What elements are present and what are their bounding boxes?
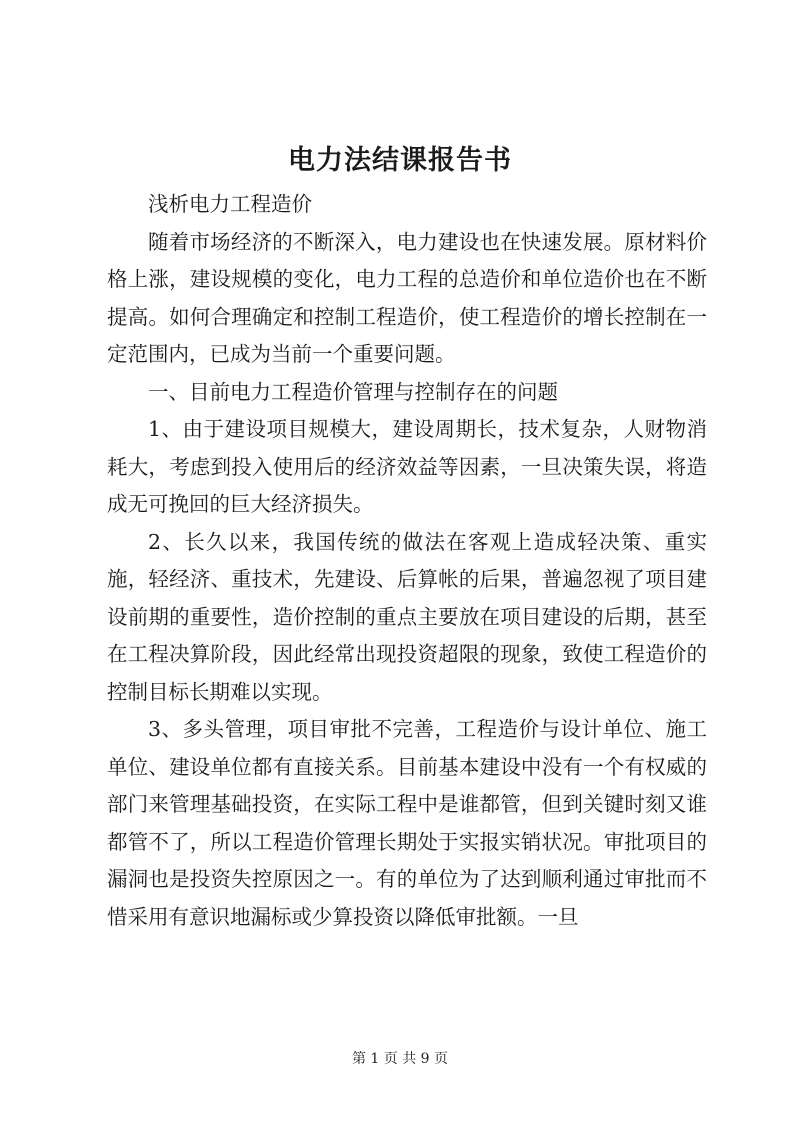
page-footer: 第 1 页 共 9 页 bbox=[351, 1051, 449, 1067]
paragraph-subtitle: 浅析电力工程造价 bbox=[148, 192, 312, 216]
paragraph-intro: 随着市场经济的不断深入，电力建设也在快速发展。原材料价格上涨，建设规模的变化，电力工程的总造价和单位造价也在不断提高。如何合理确定和控制工程造价，使工程造价的增长控制在一定范围内，已成为当前一个重要问题。 bbox=[107, 229, 707, 366]
document-title: 电力法结课报告书 bbox=[288, 145, 512, 176]
paragraph-section-heading: 一、目前电力工程造价管理与控制存在的问题 bbox=[148, 379, 558, 404]
document-body bbox=[107, 186, 707, 936]
paragraph-item-2: 2、长久以来，我国传统的做法在客观上造成轻决策、重实施，轻经济、重技术，先建设、后算帐的后果，普遍忽视了项目建设前期的重要性，造价控制的重点主要放在项目建设的后期，甚至在工程决算阶段，因此经常出现投资超限的现象，致使工程造价的控制目标长期难以实现。 bbox=[107, 529, 707, 704]
paragraph-item-1: 1、由于建设项目规模大，建设周期长，技术复杂，人财物消耗大，考虑到投入使用后的经济效益等因素，一旦决策失误，将造成无可挽回的巨大经济损失。 bbox=[107, 417, 707, 516]
paragraph-item-3: 3、多头管理，项目审批不完善，工程造价与设计单位、施工单位、建设单位都有直接关系。目前基本建设中没有一个有权威的部门来管理基础投资，在实际工程中是谁都管，但到关键时刻又谁都管不了，所以工程造价管理长期处于实报实销状况。审批项目的漏洞也是投资失控原因之一。有的单位为了达到顺利通过审批而不惜采用有意识地漏标或少算投资以降低审批额。一旦 bbox=[107, 717, 707, 929]
